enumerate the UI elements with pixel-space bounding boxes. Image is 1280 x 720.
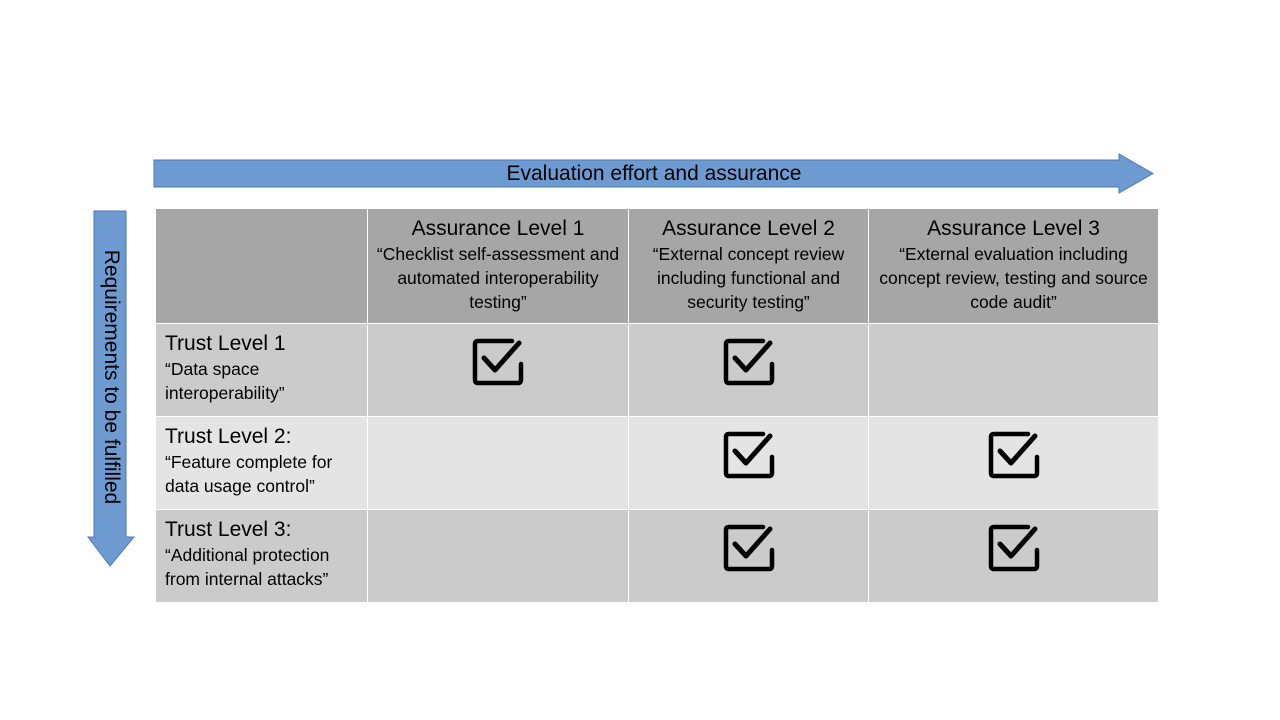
trust-level-1-label-cell [156, 324, 368, 417]
checkbox-checked-icon [721, 519, 777, 573]
trust-level-3-row [156, 510, 1159, 603]
assurance-level-title: Assurance Level 3 [927, 217, 1100, 240]
vertical-arrow-label [97, 212, 125, 542]
trust-level-description: “Data space interoperability” [165, 359, 285, 403]
matrix-cell [629, 417, 869, 510]
matrix-cell [629, 510, 869, 603]
matrix-cell [629, 324, 869, 417]
header-row [156, 209, 1159, 324]
assurance-level-description: “Checklist self-assessment and automated interoperability testing” [376, 244, 620, 312]
matrix-cell [869, 417, 1159, 510]
trust-level-title: Trust Level 2: [165, 425, 292, 448]
vertical-arrow-label-text: Requirements to be fulfilled [100, 249, 124, 505]
matrix-cell [869, 510, 1159, 603]
trust-level-2-label-cell [156, 417, 368, 510]
matrix-cell [368, 417, 629, 510]
matrix-cell [869, 324, 1159, 417]
assurance-level-description: “External concept review including functional and security testing” [652, 244, 845, 312]
assurance-level-3-header [869, 209, 1159, 324]
assurance-level-title: Assurance Level 1 [411, 217, 585, 240]
trust-level-2-row [156, 417, 1159, 510]
corner-cell [156, 209, 368, 324]
trust-level-description: “Additional protection from internal attacks” [165, 545, 330, 589]
trust-level-description: “Feature complete for data usage control” [165, 452, 333, 496]
matrix-cell [368, 324, 629, 417]
checkbox-checked-icon [470, 333, 526, 387]
trust-level-3-label-cell [156, 510, 368, 603]
checkbox-checked-icon [986, 426, 1042, 480]
assurance-level-title: Assurance Level 2 [662, 217, 835, 240]
checkbox-checked-icon [721, 333, 777, 387]
trust-level-title: Trust Level 3: [165, 518, 292, 541]
assurance-level-1-header [368, 209, 629, 324]
trust-assurance-matrix [155, 208, 1159, 603]
trust-level-1-row [156, 324, 1159, 417]
checkbox-checked-icon [721, 426, 777, 480]
trust-level-title: Trust Level 1 [165, 332, 286, 355]
checkbox-checked-icon [986, 519, 1042, 573]
assurance-level-2-header [629, 209, 869, 324]
assurance-level-description: “External evaluation including concept review, testing and source code audit” [879, 244, 1148, 312]
horizontal-arrow-label: Evaluation effort and assurance [506, 161, 802, 185]
matrix-cell [368, 510, 629, 603]
